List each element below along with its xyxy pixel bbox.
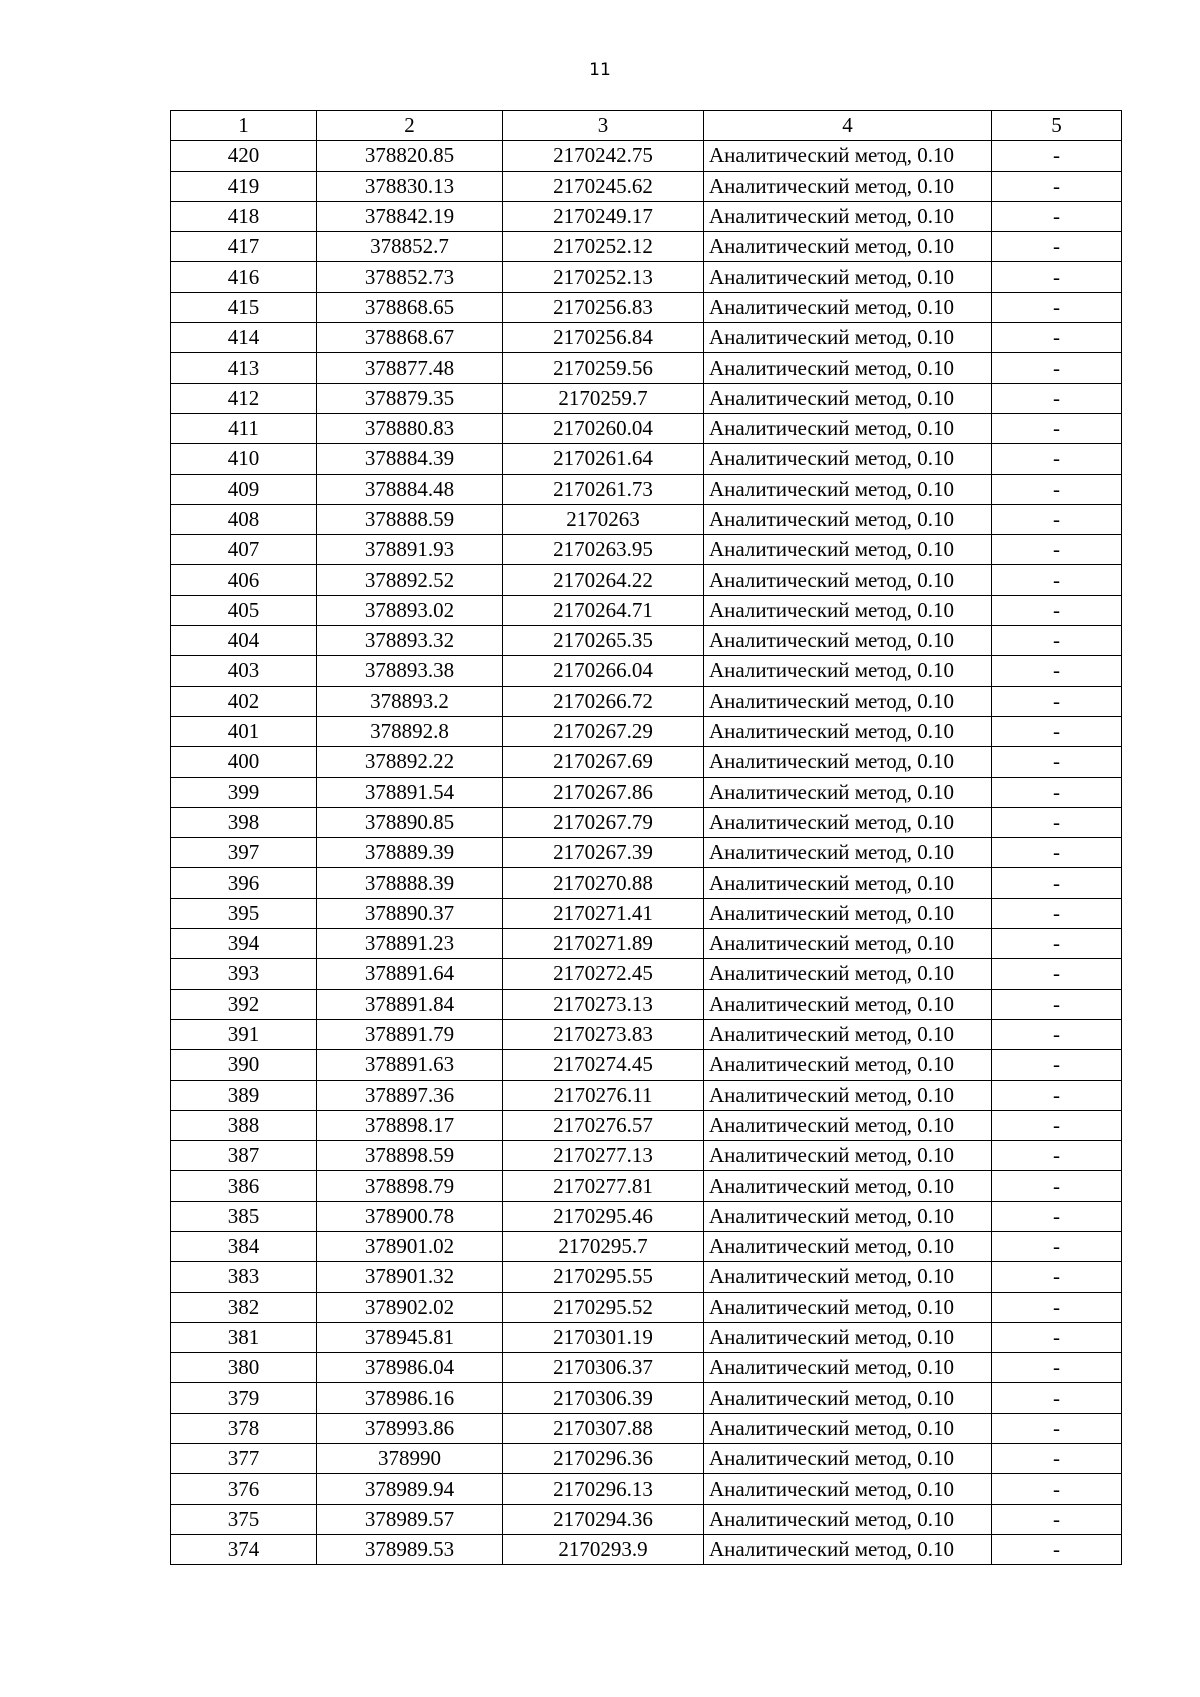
x-coordinate-cell: 378993.86	[317, 1413, 503, 1443]
y-coordinate-cell: 2170295.52	[503, 1292, 704, 1322]
note-cell: -	[992, 565, 1122, 595]
x-coordinate-cell: 378989.53	[317, 1534, 503, 1564]
point-number-cell: 398	[171, 807, 317, 837]
table-row	[171, 1534, 1122, 1564]
point-number-cell: 396	[171, 868, 317, 898]
x-coordinate-cell: 378842.19	[317, 201, 503, 231]
note-cell: -	[992, 444, 1122, 474]
x-coordinate-cell: 378852.73	[317, 262, 503, 292]
point-number-cell: 412	[171, 383, 317, 413]
y-coordinate-cell: 2170274.45	[503, 1050, 704, 1080]
x-coordinate-cell: 378893.38	[317, 656, 503, 686]
point-number-cell: 410	[171, 444, 317, 474]
point-number-cell: 416	[171, 262, 317, 292]
y-coordinate-cell: 2170306.39	[503, 1383, 704, 1413]
note-cell: -	[992, 1231, 1122, 1261]
method-cell: Аналитический метод, 0.10	[704, 595, 992, 625]
note-cell: -	[992, 1474, 1122, 1504]
table-row	[171, 595, 1122, 625]
note-cell: -	[992, 1141, 1122, 1171]
method-cell: Аналитический метод, 0.10	[704, 262, 992, 292]
table-row	[171, 413, 1122, 443]
x-coordinate-cell: 378891.79	[317, 1019, 503, 1049]
point-number-cell: 403	[171, 656, 317, 686]
note-cell: -	[992, 807, 1122, 837]
point-number-cell: 414	[171, 323, 317, 353]
point-number-cell: 391	[171, 1019, 317, 1049]
x-coordinate-cell: 378868.67	[317, 323, 503, 353]
point-number-cell: 376	[171, 1474, 317, 1504]
x-coordinate-cell: 378891.54	[317, 777, 503, 807]
note-cell: -	[992, 1444, 1122, 1474]
column-header-5: 5	[992, 111, 1122, 141]
y-coordinate-cell: 2170249.17	[503, 201, 704, 231]
note-cell: -	[992, 1504, 1122, 1534]
table-row	[171, 292, 1122, 322]
point-number-cell: 405	[171, 595, 317, 625]
y-coordinate-cell: 2170256.83	[503, 292, 704, 322]
point-number-cell: 400	[171, 747, 317, 777]
x-coordinate-cell: 378900.78	[317, 1201, 503, 1231]
y-coordinate-cell: 2170295.46	[503, 1201, 704, 1231]
method-cell: Аналитический метод, 0.10	[704, 1413, 992, 1443]
method-cell: Аналитический метод, 0.10	[704, 1262, 992, 1292]
note-cell: -	[992, 868, 1122, 898]
page-number: 11	[589, 60, 611, 80]
x-coordinate-cell: 378879.35	[317, 383, 503, 413]
point-number-cell: 377	[171, 1444, 317, 1474]
x-coordinate-cell: 378989.94	[317, 1474, 503, 1504]
y-coordinate-cell: 2170264.71	[503, 595, 704, 625]
method-cell: Аналитический метод, 0.10	[704, 807, 992, 837]
y-coordinate-cell: 2170295.55	[503, 1262, 704, 1292]
method-cell: Аналитический метод, 0.10	[704, 1444, 992, 1474]
table-row	[171, 565, 1122, 595]
x-coordinate-cell: 378884.39	[317, 444, 503, 474]
y-coordinate-cell: 2170271.89	[503, 929, 704, 959]
table-row	[171, 1504, 1122, 1534]
method-cell: Аналитический метод, 0.10	[704, 565, 992, 595]
table-row	[171, 1322, 1122, 1352]
method-cell: Аналитический метод, 0.10	[704, 898, 992, 928]
note-cell: -	[992, 838, 1122, 868]
point-number-cell: 406	[171, 565, 317, 595]
note-cell: -	[992, 535, 1122, 565]
y-coordinate-cell: 2170295.7	[503, 1231, 704, 1261]
method-cell: Аналитический метод, 0.10	[704, 656, 992, 686]
method-cell: Аналитический метод, 0.10	[704, 1534, 992, 1564]
method-cell: Аналитический метод, 0.10	[704, 383, 992, 413]
point-number-cell: 420	[171, 141, 317, 171]
point-number-cell: 375	[171, 1504, 317, 1534]
point-number-cell: 411	[171, 413, 317, 443]
note-cell: -	[992, 1413, 1122, 1443]
table-row	[171, 747, 1122, 777]
note-cell: -	[992, 1080, 1122, 1110]
method-cell: Аналитический метод, 0.10	[704, 1080, 992, 1110]
note-cell: -	[992, 353, 1122, 383]
note-cell: -	[992, 626, 1122, 656]
note-cell: -	[992, 141, 1122, 171]
point-number-cell: 378	[171, 1413, 317, 1443]
table-row	[171, 232, 1122, 262]
method-cell: Аналитический метод, 0.10	[704, 929, 992, 959]
x-coordinate-cell: 378888.59	[317, 504, 503, 534]
table-row	[171, 686, 1122, 716]
point-number-cell: 395	[171, 898, 317, 928]
table-row	[171, 1262, 1122, 1292]
note-cell: -	[992, 1534, 1122, 1564]
point-number-cell: 383	[171, 1262, 317, 1292]
table-row	[171, 1292, 1122, 1322]
note-cell: -	[992, 747, 1122, 777]
y-coordinate-cell: 2170265.35	[503, 626, 704, 656]
y-coordinate-cell: 2170271.41	[503, 898, 704, 928]
point-number-cell: 404	[171, 626, 317, 656]
coordinates-table	[170, 110, 1122, 1565]
y-coordinate-cell: 2170270.88	[503, 868, 704, 898]
table-row	[171, 353, 1122, 383]
column-header-3: 3	[503, 111, 704, 141]
x-coordinate-cell: 378898.17	[317, 1110, 503, 1140]
point-number-cell: 386	[171, 1171, 317, 1201]
method-cell: Аналитический метод, 0.10	[704, 868, 992, 898]
method-cell: Аналитический метод, 0.10	[704, 959, 992, 989]
method-cell: Аналитический метод, 0.10	[704, 777, 992, 807]
note-cell: -	[992, 1262, 1122, 1292]
column-header-1: 1	[171, 111, 317, 141]
note-cell: -	[992, 413, 1122, 443]
note-cell: -	[992, 201, 1122, 231]
table-row	[171, 1383, 1122, 1413]
y-coordinate-cell: 2170307.88	[503, 1413, 704, 1443]
method-cell: Аналитический метод, 0.10	[704, 1504, 992, 1534]
method-cell: Аналитический метод, 0.10	[704, 686, 992, 716]
x-coordinate-cell: 378877.48	[317, 353, 503, 383]
note-cell: -	[992, 898, 1122, 928]
method-cell: Аналитический метод, 0.10	[704, 1353, 992, 1383]
point-number-cell: 415	[171, 292, 317, 322]
x-coordinate-cell: 378893.2	[317, 686, 503, 716]
y-coordinate-cell: 2170267.86	[503, 777, 704, 807]
x-coordinate-cell: 378880.83	[317, 413, 503, 443]
method-cell: Аналитический метод, 0.10	[704, 747, 992, 777]
table-row	[171, 1050, 1122, 1080]
x-coordinate-cell: 378892.8	[317, 716, 503, 746]
y-coordinate-cell: 2170252.12	[503, 232, 704, 262]
table-row	[171, 838, 1122, 868]
y-coordinate-cell: 2170263.95	[503, 535, 704, 565]
table-row	[171, 1413, 1122, 1443]
table-body	[171, 141, 1122, 1565]
note-cell: -	[992, 1201, 1122, 1231]
method-cell: Аналитический метод, 0.10	[704, 1231, 992, 1261]
note-cell: -	[992, 1353, 1122, 1383]
note-cell: -	[992, 1322, 1122, 1352]
y-coordinate-cell: 2170276.11	[503, 1080, 704, 1110]
table-row	[171, 504, 1122, 534]
method-cell: Аналитический метод, 0.10	[704, 626, 992, 656]
table-row	[171, 656, 1122, 686]
table-row	[171, 716, 1122, 746]
table-row	[171, 474, 1122, 504]
method-cell: Аналитический метод, 0.10	[704, 292, 992, 322]
note-cell: -	[992, 504, 1122, 534]
note-cell: -	[992, 959, 1122, 989]
y-coordinate-cell: 2170277.13	[503, 1141, 704, 1171]
x-coordinate-cell: 378891.23	[317, 929, 503, 959]
y-coordinate-cell: 2170242.75	[503, 141, 704, 171]
x-coordinate-cell: 378986.04	[317, 1353, 503, 1383]
method-cell: Аналитический метод, 0.10	[704, 141, 992, 171]
table-row	[171, 626, 1122, 656]
x-coordinate-cell: 378901.32	[317, 1262, 503, 1292]
table-row	[171, 807, 1122, 837]
y-coordinate-cell: 2170273.83	[503, 1019, 704, 1049]
y-coordinate-cell: 2170293.9	[503, 1534, 704, 1564]
method-cell: Аналитический метод, 0.10	[704, 353, 992, 383]
y-coordinate-cell: 2170273.13	[503, 989, 704, 1019]
point-number-cell: 384	[171, 1231, 317, 1261]
note-cell: -	[992, 1383, 1122, 1413]
y-coordinate-cell: 2170259.56	[503, 353, 704, 383]
y-coordinate-cell: 2170296.13	[503, 1474, 704, 1504]
note-cell: -	[992, 171, 1122, 201]
x-coordinate-cell: 378898.59	[317, 1141, 503, 1171]
note-cell: -	[992, 595, 1122, 625]
note-cell: -	[992, 656, 1122, 686]
table-row	[171, 929, 1122, 959]
table-row	[171, 1201, 1122, 1231]
x-coordinate-cell: 378897.36	[317, 1080, 503, 1110]
x-coordinate-cell: 378884.48	[317, 474, 503, 504]
method-cell: Аналитический метод, 0.10	[704, 1050, 992, 1080]
table-row	[171, 898, 1122, 928]
point-number-cell: 380	[171, 1353, 317, 1383]
note-cell: -	[992, 1292, 1122, 1322]
note-cell: -	[992, 686, 1122, 716]
method-cell: Аналитический метод, 0.10	[704, 838, 992, 868]
method-cell: Аналитический метод, 0.10	[704, 989, 992, 1019]
note-cell: -	[992, 323, 1122, 353]
note-cell: -	[992, 989, 1122, 1019]
table-row	[171, 989, 1122, 1019]
y-coordinate-cell: 2170267.69	[503, 747, 704, 777]
x-coordinate-cell: 378868.65	[317, 292, 503, 322]
point-number-cell: 374	[171, 1534, 317, 1564]
point-number-cell: 419	[171, 171, 317, 201]
note-cell: -	[992, 1171, 1122, 1201]
point-number-cell: 385	[171, 1201, 317, 1231]
note-cell: -	[992, 474, 1122, 504]
table-row	[171, 1141, 1122, 1171]
method-cell: Аналитический метод, 0.10	[704, 323, 992, 353]
y-coordinate-cell: 2170261.73	[503, 474, 704, 504]
table-row	[171, 1353, 1122, 1383]
note-cell: -	[992, 1050, 1122, 1080]
x-coordinate-cell: 378893.32	[317, 626, 503, 656]
y-coordinate-cell: 2170264.22	[503, 565, 704, 595]
table-row	[171, 1019, 1122, 1049]
point-number-cell: 392	[171, 989, 317, 1019]
x-coordinate-cell: 378989.57	[317, 1504, 503, 1534]
note-cell: -	[992, 1019, 1122, 1049]
point-number-cell: 408	[171, 504, 317, 534]
y-coordinate-cell: 2170301.19	[503, 1322, 704, 1352]
x-coordinate-cell: 378888.39	[317, 868, 503, 898]
y-coordinate-cell: 2170306.37	[503, 1353, 704, 1383]
point-number-cell: 418	[171, 201, 317, 231]
y-coordinate-cell: 2170267.39	[503, 838, 704, 868]
x-coordinate-cell: 378889.39	[317, 838, 503, 868]
y-coordinate-cell: 2170267.29	[503, 716, 704, 746]
table-row	[171, 535, 1122, 565]
point-number-cell: 388	[171, 1110, 317, 1140]
table-row	[171, 868, 1122, 898]
x-coordinate-cell: 378893.02	[317, 595, 503, 625]
table-row	[171, 383, 1122, 413]
note-cell: -	[992, 262, 1122, 292]
point-number-cell: 401	[171, 716, 317, 746]
column-header-2: 2	[317, 111, 503, 141]
point-number-cell: 387	[171, 1141, 317, 1171]
x-coordinate-cell: 378820.85	[317, 141, 503, 171]
table-row	[171, 444, 1122, 474]
table-row	[171, 1110, 1122, 1140]
method-cell: Аналитический метод, 0.10	[704, 474, 992, 504]
method-cell: Аналитический метод, 0.10	[704, 413, 992, 443]
point-number-cell: 417	[171, 232, 317, 262]
x-coordinate-cell: 378891.64	[317, 959, 503, 989]
method-cell: Аналитический метод, 0.10	[704, 171, 992, 201]
point-number-cell: 394	[171, 929, 317, 959]
x-coordinate-cell: 378901.02	[317, 1231, 503, 1261]
y-coordinate-cell: 2170261.64	[503, 444, 704, 474]
y-coordinate-cell: 2170260.04	[503, 413, 704, 443]
column-header-4: 4	[704, 111, 992, 141]
method-cell: Аналитический метод, 0.10	[704, 1201, 992, 1231]
y-coordinate-cell: 2170294.36	[503, 1504, 704, 1534]
x-coordinate-cell: 378890.37	[317, 898, 503, 928]
x-coordinate-cell: 378892.52	[317, 565, 503, 595]
note-cell: -	[992, 716, 1122, 746]
x-coordinate-cell: 378891.93	[317, 535, 503, 565]
method-cell: Аналитический метод, 0.10	[704, 232, 992, 262]
table-row	[171, 1444, 1122, 1474]
x-coordinate-cell: 378890.85	[317, 807, 503, 837]
y-coordinate-cell: 2170259.7	[503, 383, 704, 413]
point-number-cell: 393	[171, 959, 317, 989]
method-cell: Аналитический метод, 0.10	[704, 1141, 992, 1171]
table-header-row	[171, 111, 1122, 141]
method-cell: Аналитический метод, 0.10	[704, 504, 992, 534]
x-coordinate-cell: 378902.02	[317, 1292, 503, 1322]
y-coordinate-cell: 2170266.04	[503, 656, 704, 686]
y-coordinate-cell: 2170296.36	[503, 1444, 704, 1474]
table-row	[171, 1171, 1122, 1201]
point-number-cell: 407	[171, 535, 317, 565]
x-coordinate-cell: 378898.79	[317, 1171, 503, 1201]
table-row	[171, 201, 1122, 231]
x-coordinate-cell: 378945.81	[317, 1322, 503, 1352]
x-coordinate-cell: 378830.13	[317, 171, 503, 201]
point-number-cell: 397	[171, 838, 317, 868]
point-number-cell: 390	[171, 1050, 317, 1080]
note-cell: -	[992, 232, 1122, 262]
y-coordinate-cell: 2170266.72	[503, 686, 704, 716]
y-coordinate-cell: 2170267.79	[503, 807, 704, 837]
table-row	[171, 262, 1122, 292]
y-coordinate-cell: 2170252.13	[503, 262, 704, 292]
method-cell: Аналитический метод, 0.10	[704, 1110, 992, 1140]
method-cell: Аналитический метод, 0.10	[704, 201, 992, 231]
table-row	[171, 959, 1122, 989]
x-coordinate-cell: 378892.22	[317, 747, 503, 777]
method-cell: Аналитический метод, 0.10	[704, 1171, 992, 1201]
table-row	[171, 171, 1122, 201]
point-number-cell: 402	[171, 686, 317, 716]
x-coordinate-cell: 378990	[317, 1444, 503, 1474]
method-cell: Аналитический метод, 0.10	[704, 1322, 992, 1352]
method-cell: Аналитический метод, 0.10	[704, 1292, 992, 1322]
table-row	[171, 323, 1122, 353]
y-coordinate-cell: 2170272.45	[503, 959, 704, 989]
point-number-cell: 399	[171, 777, 317, 807]
y-coordinate-cell: 2170276.57	[503, 1110, 704, 1140]
table-row	[171, 1474, 1122, 1504]
y-coordinate-cell: 2170263	[503, 504, 704, 534]
y-coordinate-cell: 2170277.81	[503, 1171, 704, 1201]
point-number-cell: 389	[171, 1080, 317, 1110]
point-number-cell: 379	[171, 1383, 317, 1413]
point-number-cell: 382	[171, 1292, 317, 1322]
table-row	[171, 777, 1122, 807]
note-cell: -	[992, 1110, 1122, 1140]
note-cell: -	[992, 383, 1122, 413]
y-coordinate-cell: 2170245.62	[503, 171, 704, 201]
table-row	[171, 141, 1122, 171]
method-cell: Аналитический метод, 0.10	[704, 1383, 992, 1413]
table-row	[171, 1080, 1122, 1110]
x-coordinate-cell: 378986.16	[317, 1383, 503, 1413]
note-cell: -	[992, 929, 1122, 959]
point-number-cell: 381	[171, 1322, 317, 1352]
note-cell: -	[992, 292, 1122, 322]
method-cell: Аналитический метод, 0.10	[704, 1019, 992, 1049]
method-cell: Аналитический метод, 0.10	[704, 535, 992, 565]
method-cell: Аналитический метод, 0.10	[704, 1474, 992, 1504]
x-coordinate-cell: 378852.7	[317, 232, 503, 262]
table-row	[171, 1231, 1122, 1261]
x-coordinate-cell: 378891.84	[317, 989, 503, 1019]
note-cell: -	[992, 777, 1122, 807]
method-cell: Аналитический метод, 0.10	[704, 444, 992, 474]
point-number-cell: 409	[171, 474, 317, 504]
x-coordinate-cell: 378891.63	[317, 1050, 503, 1080]
point-number-cell: 413	[171, 353, 317, 383]
method-cell: Аналитический метод, 0.10	[704, 716, 992, 746]
y-coordinate-cell: 2170256.84	[503, 323, 704, 353]
